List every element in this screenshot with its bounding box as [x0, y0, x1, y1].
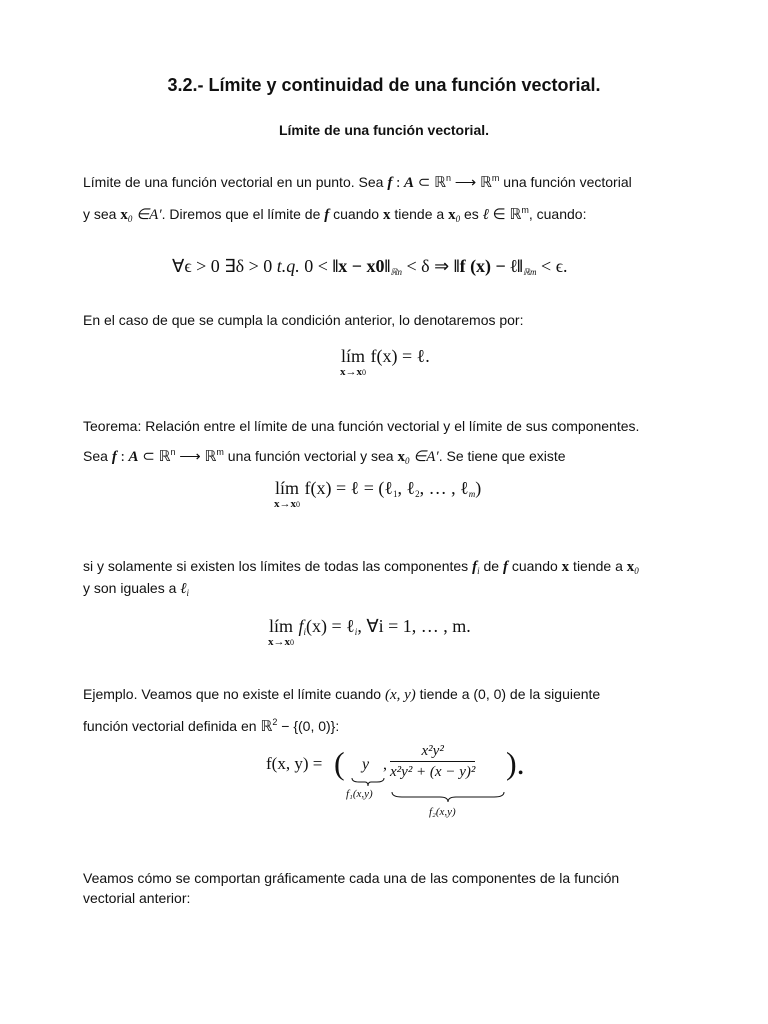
- math-A: A: [404, 175, 415, 191]
- math-xy: (x, y): [384, 687, 416, 703]
- math-subset: ⊂: [414, 175, 435, 191]
- text: tiende a: [569, 558, 627, 574]
- math-sub: 0: [127, 214, 133, 224]
- eq-body: f(x) = ℓ.: [366, 346, 430, 366]
- math-R2: ℝ: [260, 719, 273, 735]
- eq-part: , … , ℓ: [419, 478, 469, 498]
- theorem-line-2: [83, 442, 703, 471]
- math-sub: 0: [634, 566, 639, 576]
- eq-lhs: f(x, y) =: [266, 754, 323, 773]
- eq-part: < δ ⇒: [402, 256, 454, 276]
- eq-part: , ℓ: [397, 478, 416, 498]
- text: cuando: [329, 206, 383, 222]
- eq-comma: ,: [383, 756, 387, 773]
- eq-part: ∀ϵ > 0 ∃δ > 0: [172, 256, 277, 276]
- math-in-Aprime: ∈A′: [409, 449, 439, 465]
- eq-tail: , ∀i = 1, … , m.: [357, 616, 471, 636]
- eq-sub: ℝn: [390, 267, 403, 277]
- page-title: 3.2.- Límite y continuidad de una función vectorial.: [167, 75, 601, 95]
- fraction-denominator: x²y² + (x − y)²: [390, 764, 476, 780]
- math-n: n: [170, 447, 176, 457]
- example-line-2: [83, 712, 703, 737]
- math-Rn: ℝ: [158, 449, 171, 465]
- math-ell: ℓ: [180, 581, 187, 597]
- text: . Diremos que el límite de: [161, 206, 325, 222]
- lim-text: lím: [268, 616, 293, 636]
- text: si y solamente si existen los límites de todas las componentes: [83, 558, 473, 574]
- lim-under-sub: 0: [362, 368, 366, 377]
- math-m: m: [216, 447, 224, 457]
- underbrace-f2: [390, 791, 506, 803]
- limit-operator: [274, 478, 300, 511]
- eq-part: 0 <: [299, 256, 333, 276]
- eq-body: (x) = ℓ: [306, 616, 355, 636]
- eq-tq: t.q.: [276, 256, 300, 276]
- math-in-Rm: ∈ ℝ: [488, 207, 522, 223]
- definition-line-1: [83, 168, 703, 193]
- f1-label: f₁(x,y): [346, 788, 373, 800]
- math-sub: i: [186, 588, 190, 598]
- limit-notation-equation: [340, 346, 430, 379]
- lim-text: lím: [274, 478, 299, 498]
- text: y son iguales a: [83, 580, 181, 596]
- math-sub: 0: [455, 214, 461, 224]
- denotation-paragraph: En el caso de que se cumpla la condición anterior, lo denotaremos por:: [83, 312, 524, 328]
- text: y sea: [83, 206, 121, 222]
- lim-subscript: [268, 636, 294, 649]
- math-m: m: [491, 173, 500, 183]
- math-arrow: ⟶: [175, 449, 205, 465]
- math-in-Aprime: ∈A′: [132, 207, 162, 223]
- lim-under-sub: 0: [290, 638, 294, 647]
- math-colon: :: [392, 175, 404, 191]
- text: es: [460, 206, 483, 222]
- math-m: m: [521, 205, 529, 215]
- lim-under: x→x: [340, 366, 362, 378]
- fraction-numerator: x²y²: [390, 742, 475, 762]
- text: , cuando:: [528, 206, 587, 222]
- graphic-line-2: vectorial anterior:: [83, 890, 191, 906]
- eq-body: f(x) = ℓ = (ℓ: [300, 478, 394, 498]
- lim-text: lím: [340, 346, 365, 366]
- eq-norm-2: ‖f (x) − ℓ‖: [453, 256, 523, 276]
- math-arrow: ⟶: [451, 175, 481, 191]
- lim-under-sub: 0: [296, 500, 300, 509]
- math-sup: 2: [272, 717, 278, 727]
- text: tiende a: [390, 206, 449, 222]
- text: . Se tiene que existe: [438, 448, 566, 464]
- math-Rn: ℝ: [434, 175, 446, 191]
- math-colon: :: [116, 449, 129, 465]
- lim-under: x→x: [268, 636, 290, 648]
- eq-lparen: (: [334, 745, 345, 781]
- math-ell: ℓ: [482, 207, 489, 223]
- math-f: f: [111, 449, 117, 465]
- math-f: f: [387, 175, 393, 191]
- text: cuando: [507, 558, 562, 574]
- underbrace-f1: [350, 777, 386, 787]
- math-Rm: ℝ: [480, 175, 492, 191]
- eq-y: y: [362, 756, 370, 773]
- eq-part: < ϵ.: [536, 256, 568, 276]
- eq-fi: f: [294, 616, 304, 636]
- text: de: [479, 558, 503, 574]
- eq-sub: i: [354, 627, 358, 637]
- math-subset: ⊂: [138, 449, 159, 465]
- math-x0: x: [448, 207, 456, 223]
- math-sub: 0: [404, 456, 410, 466]
- math-fi: f: [472, 559, 478, 575]
- text: Límite de una función vectorial en un punto. Sea: [83, 174, 388, 190]
- text: tiende a (0, 0) de la siguiente: [415, 686, 601, 702]
- components-limit-equation: [274, 478, 481, 511]
- example-line-1: [83, 684, 703, 705]
- math-x0: x: [626, 559, 635, 575]
- eq-sub: m: [468, 489, 476, 499]
- f2-label: f₂(x,y): [429, 806, 456, 818]
- text: Ejemplo. Veamos que no existe el límite cuando: [83, 686, 385, 702]
- eq-sub: ℝm: [522, 267, 537, 277]
- limit-operator: [268, 616, 294, 649]
- math-sub: i: [477, 566, 480, 576]
- math-x: x: [561, 559, 570, 575]
- definition-line-2: [83, 200, 703, 229]
- graphic-line-1: Veamos cómo se comportan gráficamente cada una de las componentes de la función: [83, 870, 620, 886]
- text: − {(0, 0)}:: [277, 718, 340, 734]
- text: una función vectorial y sea: [223, 448, 398, 464]
- math-x0: x: [120, 207, 128, 223]
- limit-operator: [340, 346, 366, 379]
- eq-norm-1: ‖x − x0‖: [332, 256, 391, 276]
- eq-rparen: ).: [506, 745, 525, 781]
- text: una función vectorial: [499, 174, 632, 190]
- component-limit-equation: [268, 616, 471, 649]
- math-f: f: [502, 559, 508, 575]
- math-x: x: [382, 207, 391, 223]
- section-subtitle: Límite de una función vectorial.: [278, 122, 490, 138]
- eq-fraction: [390, 742, 475, 781]
- math-n: n: [445, 173, 451, 183]
- math-A: A: [128, 449, 139, 465]
- text: función vectorial definida en: [83, 718, 261, 734]
- eq-part: ): [475, 478, 482, 498]
- math-f: f: [324, 207, 330, 223]
- lim-subscript: [340, 366, 366, 379]
- epsilon-delta-equation: [172, 256, 567, 278]
- eq-sub: i: [303, 627, 307, 637]
- components-line-2: [83, 578, 703, 603]
- eq-sub: 1: [393, 489, 398, 499]
- math-x0: x: [397, 449, 405, 465]
- text: Sea: [83, 448, 112, 464]
- eq-sub: 2: [415, 489, 420, 499]
- example-function-equation: [266, 742, 566, 826]
- lim-subscript: [274, 498, 300, 511]
- lim-under: x→x: [274, 498, 296, 510]
- math-Rm: ℝ: [204, 449, 217, 465]
- theorem-line-1: Teorema: Relación entre el límite de una función vectorial y el límite de sus componentes.: [83, 418, 640, 434]
